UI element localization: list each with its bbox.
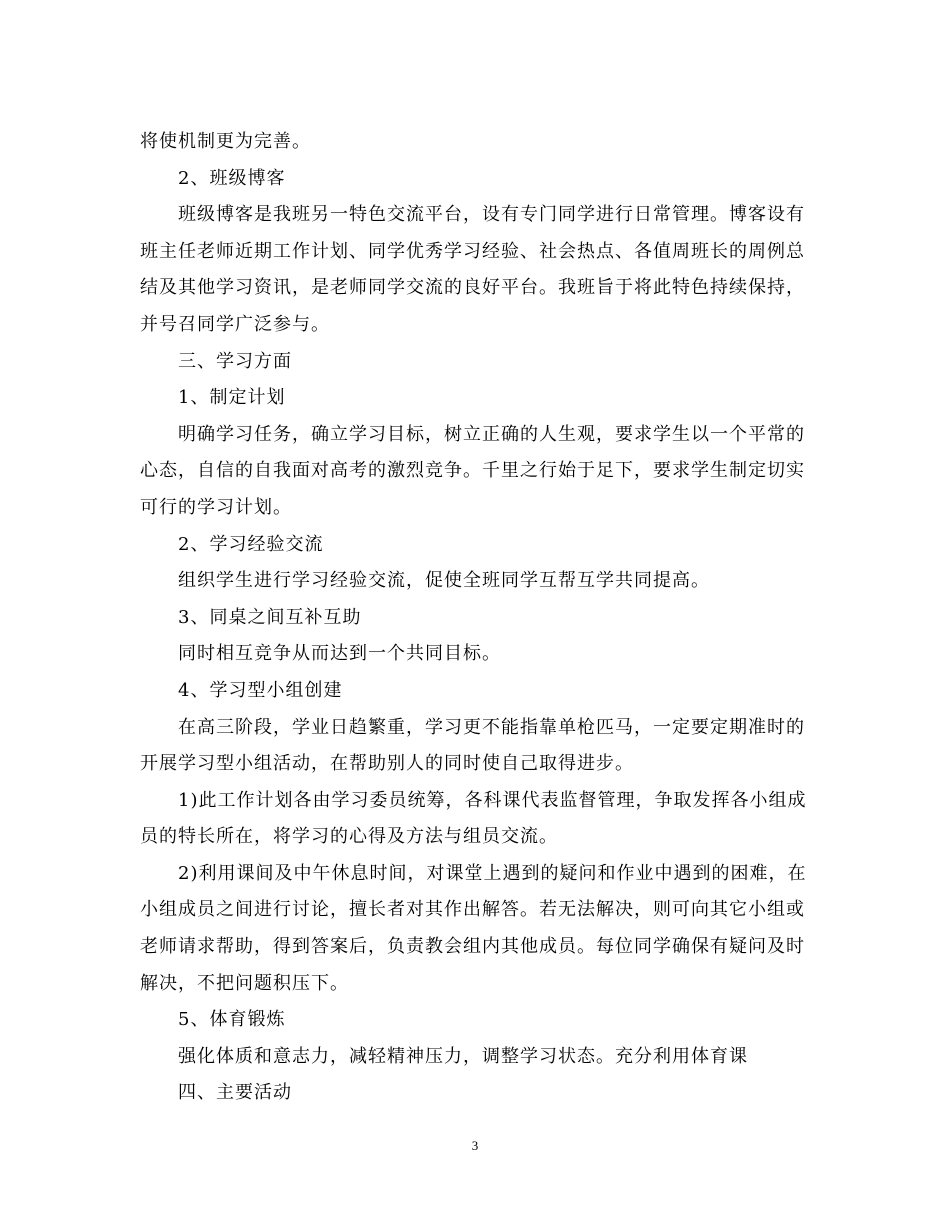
text-line: 并号召同学广泛参与。 bbox=[140, 313, 330, 335]
text-line: 心态，自信的自我面对高考的激烈竞争。千里之行始于足下，要求学生制定切实 bbox=[140, 460, 805, 482]
text-line: 解决，不把问题积压下。 bbox=[140, 972, 349, 994]
text-line: 开展学习型小组活动，在帮助别人的同时使自己取得进步。 bbox=[140, 753, 634, 775]
text-line: 在高三阶段，学业日趋繁重，学习更不能指靠单枪匹马，一定要定期准时的 bbox=[178, 716, 805, 738]
text-line: 3、同桌之间互补互助 bbox=[178, 606, 362, 628]
text-line: 明确学习任务，确立学习目标，树立正确的人生观，要求学生以一个平常的 bbox=[178, 423, 805, 445]
text-line: 老师请求帮助，得到答案后，负责教会组内其他成员。每位同学确保有疑问及时 bbox=[140, 936, 805, 958]
text-line: 2、学习经验交流 bbox=[178, 533, 324, 555]
text-line: 2)利用课间及中午休息时间，对课堂上遇到的疑问和作业中遇到的困难，在 bbox=[178, 862, 807, 884]
text-line: 1、制定计划 bbox=[178, 387, 286, 409]
text-line: 可行的学习计划。 bbox=[140, 496, 292, 518]
text-line: 强化体质和意志力，减轻精神压力，调整学习状态。充分利用体育课 bbox=[178, 1045, 748, 1067]
text-line: 四、主要活动 bbox=[178, 1082, 292, 1104]
text-line: 同时相互竞争从而达到一个共同目标。 bbox=[178, 643, 501, 665]
text-line: 班主任老师近期工作计划、同学优秀学习经验、社会热点、各值周班长的周例总 bbox=[140, 240, 805, 262]
text-line: 小组成员之间进行讨论，擅长者对其作出解答。若无法解决，则可向其它小组或 bbox=[140, 899, 805, 921]
text-line: 三、学习方面 bbox=[178, 350, 292, 372]
text-line: 组织学生进行学习经验交流，促使全班同学互帮互学共同提高。 bbox=[178, 570, 710, 592]
text-line: 结及其他学习资讯，是老师同学交流的良好平台。我班旨于将此特色持续保持， bbox=[140, 277, 805, 299]
text-line: 将使机制更为完善。 bbox=[140, 131, 311, 152]
text-line: 1)此工作计划各由学习委员统筹，各科课代表监督管理，争取发挥各小组成 bbox=[178, 789, 807, 811]
text-line: 2、班级博客 bbox=[178, 167, 286, 189]
text-line: 5、体育锻炼 bbox=[178, 1009, 286, 1031]
text-line: 4、学习型小组创建 bbox=[178, 679, 343, 701]
text-line: 班级博客是我班另一特色交流平台，设有专门同学进行日常管理。博客设有 bbox=[178, 204, 805, 226]
page-number: 3 bbox=[471, 1138, 479, 1153]
document-body bbox=[140, 124, 810, 1112]
text-line: 员的特长所在，将学习的心得及方法与组员交流。 bbox=[140, 826, 558, 848]
